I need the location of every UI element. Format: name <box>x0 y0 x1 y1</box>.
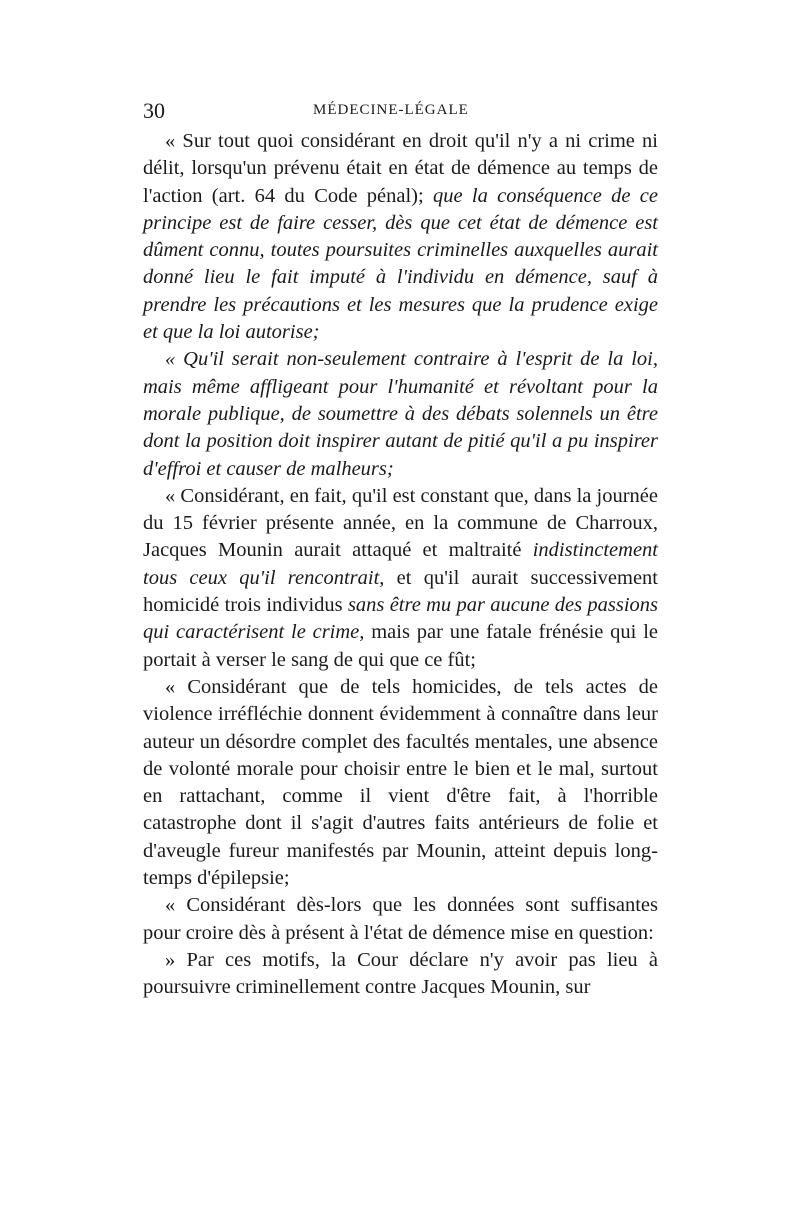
paragraph-1 <box>143 128 658 346</box>
paragraph-5-segment-1: « Considérant dès-lors que les données sont suffisantes pour croire dès à présent à l'état de démence mise en question: <box>143 894 658 944</box>
paragraph-5 <box>143 892 658 947</box>
paragraph-2 <box>143 346 658 482</box>
paragraph-3-segment-5: mais par une fatale frénésie qui le portait à verser le sang de qui que ce fût; <box>143 621 658 671</box>
paragraph-3 <box>143 483 658 674</box>
paragraph-3-segment-3: et qu'il aurait successivement homicidé trois individus <box>143 566 658 617</box>
paragraph-3-segment-2: indistinctement tous ceux qu'il rencontrait, <box>143 539 658 589</box>
paragraph-6-segment-1: » Par ces motifs, la Cour déclare n'y avoir pas lieu à poursuivre criminellement contre Jacques Mounin, sur <box>143 948 658 999</box>
paragraph-1-segment-2: que la conséquence de ce principe est de faire cesser, dès que cet état de démence est dûment connu, toutes poursuites criminelles auxquelles aurait donné lieu le fait imputé à l'individu en démence, sauf à prendre les précautions et les mesures que la prudence exige et que la loi autorise; <box>143 184 658 344</box>
running-head: MÉDECINE-LÉGALE <box>313 102 469 118</box>
page-number: 30 <box>143 98 165 123</box>
paragraph-1-segment-1: « Sur tout quoi considérant en droit qu'il n'y a ni crime ni délit, lorsqu'un prévenu était en état de démence au temps de l'action (art. 64 du Code pénal); <box>143 130 658 207</box>
paragraph-4 <box>143 674 658 892</box>
paragraph-3-segment-1: « Considérant, en fait, qu'il est constant que, dans la journée du 15 février présente année, en la commune de Charroux, Jacques Mounin aurait attaqué et maltraité <box>143 484 658 562</box>
body-text <box>143 128 658 1002</box>
paragraph-2-segment-1: « Qu'il serait non-seulement contraire à l'esprit de la loi, mais même affligeant pour l'humanité et révoltant pour la morale publique, de soumettre à des débats solennels un être dont la position doit inspirer autant de pitié qu'il a pu inspirer d'effroi et causer de malheurs; <box>143 348 658 480</box>
paragraph-3-segment-4: sans être mu par aucune des passions qui caractérisent le crime, <box>143 594 658 644</box>
paragraph-6 <box>143 947 658 1002</box>
page-header <box>143 98 658 130</box>
paragraph-4-segment-1: « Considérant que de tels homicides, de tels actes de violence irréfléchie donnent évidemment à connaître dans leur auteur un désordre complet des facultés mentales, une absence de volonté morale pour choisir entre le bien et le mal, surtout en rattachant, comme il vient d'être fait, à l'horrible catastrophe dont il s'agit d'autres faits antérieurs de folie et d'aveugle fureur manifestés par Mounin, atteint depuis long-temps d'épilepsie; <box>143 675 658 890</box>
